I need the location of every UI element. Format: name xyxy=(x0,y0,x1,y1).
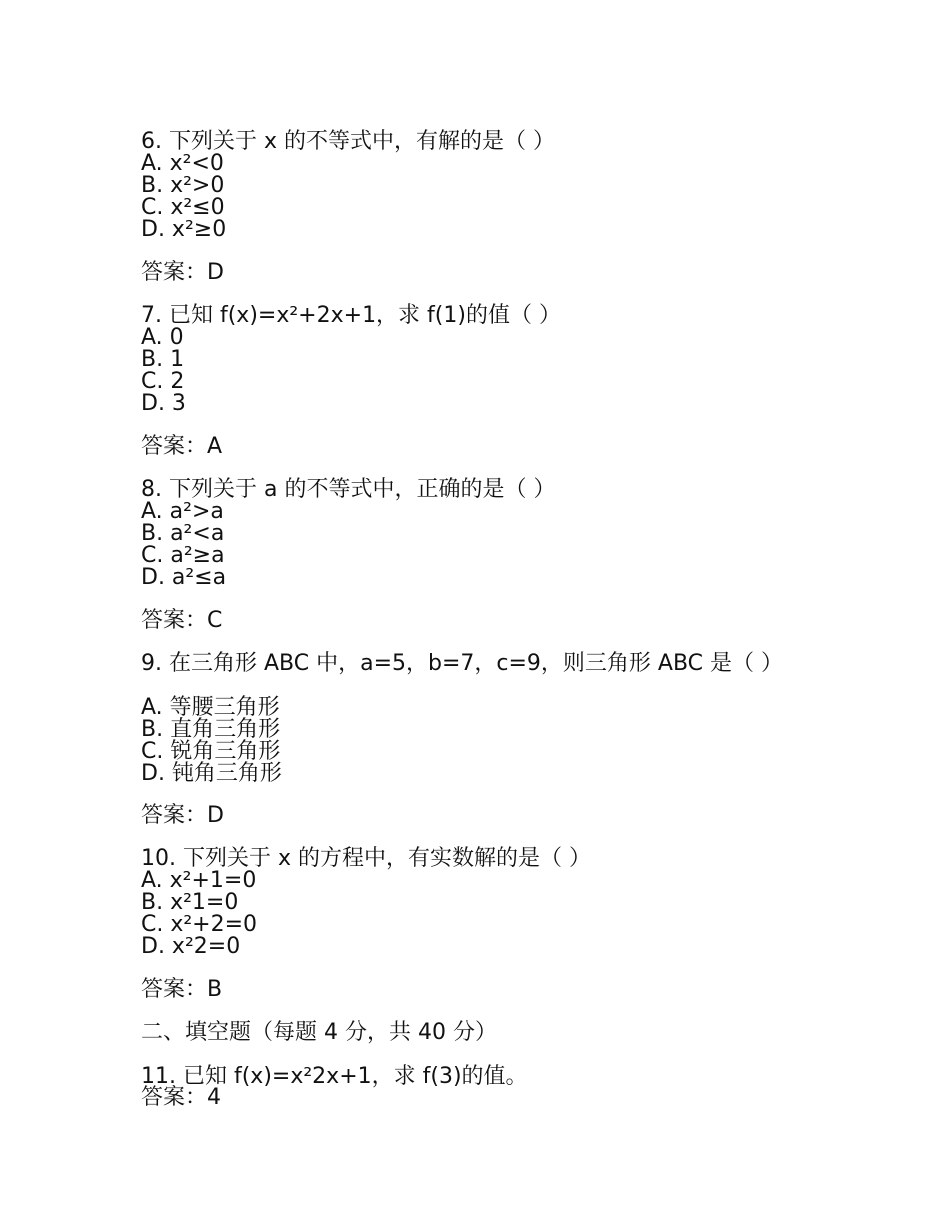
section-title: 二、填空题（每题 4 分，共 40 分） xyxy=(141,1020,497,1045)
question-9-option-d: D. 钝角三角形 xyxy=(141,761,282,786)
question-8-answer: 答案：C xyxy=(141,608,223,633)
question-9-stem: 9. 在三角形 ABC 中，a=5，b=7，c=9，则三角形 ABC 是（ ） xyxy=(141,651,784,676)
question-7-option-d: D. 3 xyxy=(141,391,186,416)
question-11-answer: 答案：4 xyxy=(141,1085,221,1110)
question-6-answer: 答案：D xyxy=(141,260,224,285)
question-8-option-d: D. a²≤a xyxy=(141,565,227,590)
question-6-option-a: A. x²<0 xyxy=(141,151,224,176)
question-8-option-b: B. a²<a xyxy=(141,521,225,546)
question-9-option-a: A. 等腰三角形 xyxy=(141,695,280,720)
question-10-option-d: D. x²2=0 xyxy=(141,934,241,959)
question-11-stem: 11. 已知 f(x)=x²2x+1，求 f(3)的值。 xyxy=(141,1064,528,1089)
question-10-option-b: B. x²1=0 xyxy=(141,890,239,915)
question-6-option-b: B. x²>0 xyxy=(141,173,225,198)
question-7-option-c: C. 2 xyxy=(141,369,185,394)
question-9-answer: 答案：D xyxy=(141,803,224,828)
question-6-option-c: C. x²≤0 xyxy=(141,195,225,220)
question-6-stem: 6. 下列关于 x 的不等式中，有解的是（ ） xyxy=(141,129,555,154)
question-7-option-b: B. 1 xyxy=(141,347,185,372)
question-10-answer: 答案：B xyxy=(141,977,223,1002)
question-9-option-c: C. 锐角三角形 xyxy=(141,739,281,764)
question-6-option-d: D. x²≥0 xyxy=(141,217,227,242)
question-7-stem: 7. 已知 f(x)=x²+2x+1，求 f(1)的值（ ） xyxy=(141,303,561,328)
question-8-stem: 8. 下列关于 a 的不等式中，正确的是（ ） xyxy=(141,477,556,502)
question-8-option-a: A. a²>a xyxy=(141,499,224,524)
question-10-option-a: A. x²+1=0 xyxy=(141,868,257,893)
question-7-option-a: A. 0 xyxy=(141,325,184,350)
question-8-option-c: C. a²≥a xyxy=(141,543,225,568)
question-9-option-b: B. 直角三角形 xyxy=(141,717,281,742)
question-10-stem: 10. 下列关于 x 的方程中，有实数解的是（ ） xyxy=(141,846,591,871)
question-7-answer: 答案：A xyxy=(141,434,223,459)
question-10-option-c: C. x²+2=0 xyxy=(141,912,258,937)
